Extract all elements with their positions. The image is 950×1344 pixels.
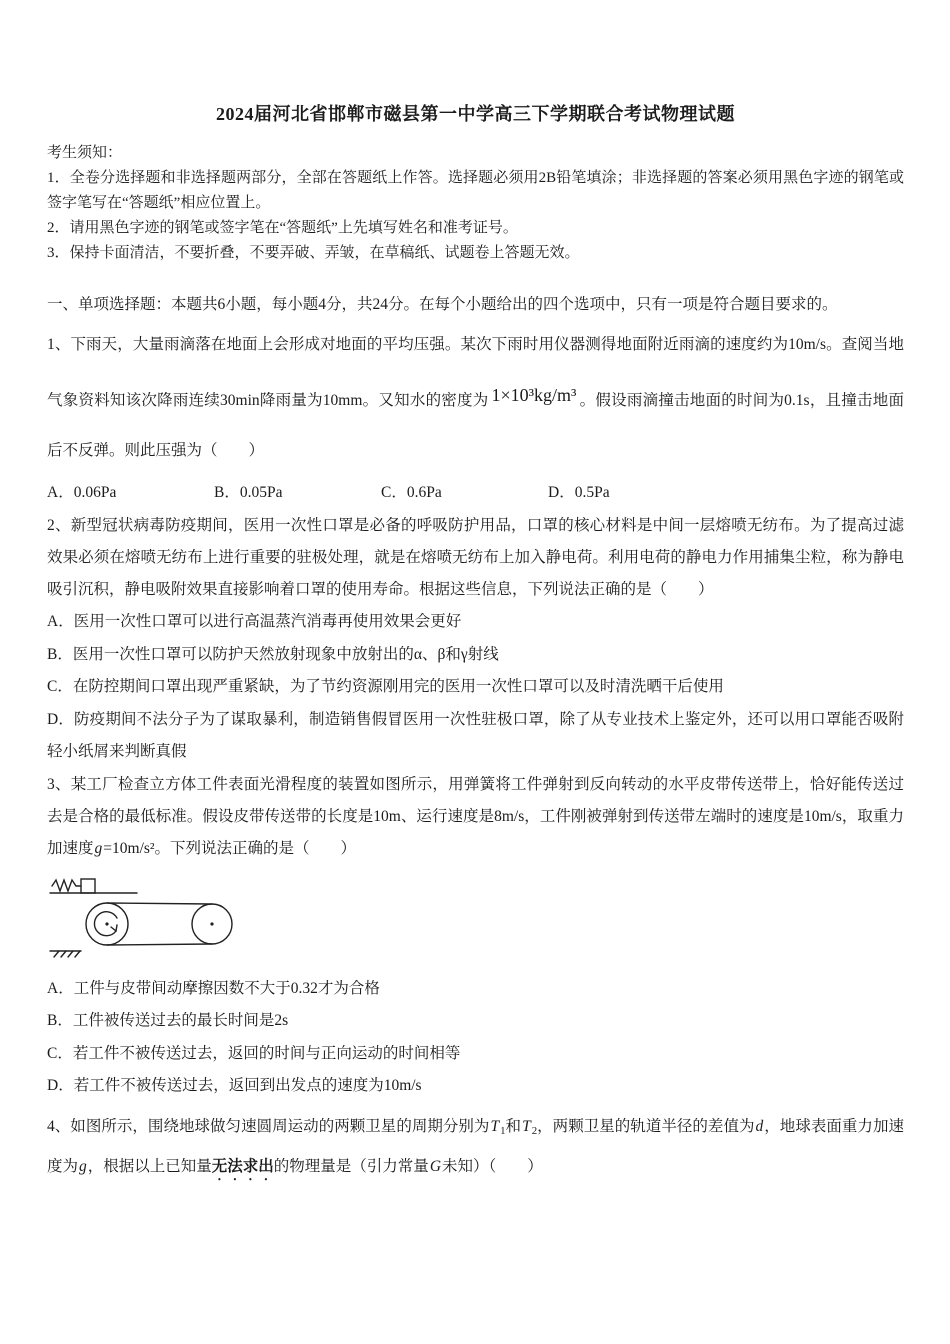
text-part: 。假设雨滴撞击地面的时间为0.1s，且撞击地面后不反弹。则此压强为（ ） bbox=[47, 392, 904, 459]
text-part: 1×10³kg/m³ bbox=[491, 385, 577, 405]
text-part: 3、某工厂检查立方体工件表面光滑程度的装置如图所示，用弹簧将工件弹射到反向转动的水平皮带传送带上，恰好能传送过去是合格的最低标准。假设皮带传送带的长度是10m、运行速度是8m/s，工件刚被弹射到传送带左端时的速度是10m/s，取重力加速度 bbox=[47, 775, 904, 857]
text-part: ，根据以上已知量 bbox=[87, 1157, 212, 1175]
question-1-option-a: A．0.06Pa bbox=[47, 484, 117, 501]
text-part: g bbox=[79, 1157, 87, 1175]
text-part: d bbox=[755, 1117, 764, 1135]
notice-item-1: 1．全卷分选择题和非选择题两部分，全部在答题纸上作答。选择题必须用2B铅笔填涂；非选择题的答案必须用黑色字迹的钢笔或签字笔写在“答题纸”相应位置上。 bbox=[47, 170, 904, 211]
question-3-option-d: D．若工件不被传送过去，返回到出发点的速度为10m/s bbox=[47, 1077, 422, 1094]
conveyor-belt-figure bbox=[47, 875, 257, 959]
text-part: =10m/s²。下列说法正确的是（ ） bbox=[103, 839, 357, 857]
text-part: 无法求出 bbox=[211, 1157, 274, 1175]
question-3-option-a: A．工件与皮带间动摩擦因数不大于0.32才为合格 bbox=[47, 979, 380, 997]
text-part: G bbox=[429, 1157, 442, 1175]
question-2 bbox=[47, 510, 904, 769]
question-3 bbox=[47, 769, 904, 1103]
question-3-stem bbox=[47, 769, 904, 865]
notice-heading: 考生须知： bbox=[47, 145, 123, 161]
question-2-stem: 2、新型冠状病毒防疫期间，医用一次性口罩是必备的呼吸防护用品，口罩的核心材料是中间一层熔喷无纺布。为了提高过滤效果必须在熔喷无纺布上进行重要的驻极处理，就是在熔喷无纺布上加入静电荷。利用电荷的静电力作用捕集尘粒，称为静电吸引沉积，静电吸附效果直接影响着口罩的使用寿命。根据这些信息，下列说法正确的是（ ） bbox=[47, 517, 904, 598]
text-part: 2 bbox=[531, 1124, 538, 1137]
question-1-options bbox=[47, 476, 904, 510]
notice-section bbox=[47, 141, 904, 266]
question-1-stem bbox=[47, 320, 904, 476]
question-1-option-d: D．0.5Pa bbox=[548, 484, 610, 501]
question-3-figure bbox=[47, 875, 904, 959]
question-2-option-c: C．在防控期间口罩出现严重紧缺，为了节约资源刚用完的医用一次性口罩可以及时清洗晒干后使用 bbox=[47, 678, 724, 695]
text-part: g bbox=[94, 839, 103, 857]
text-part: T bbox=[522, 1117, 531, 1135]
text-part: 未知）（ ） bbox=[442, 1157, 543, 1175]
text-part: 4、如图所示，围绕地球做匀速圆周运动的两颗卫星的周期分别为 bbox=[47, 1117, 490, 1135]
text-part: 1 bbox=[500, 1124, 506, 1137]
section-1-heading: 一、单项选择题：本题共6小题，每小题4分，共24分。在每个小题给出的四个选项中，只有一项是符合题目要求的。 bbox=[47, 296, 838, 313]
question-3-option-c: C．若工件不被传送过去，返回的时间与正向运动的时间相等 bbox=[47, 1044, 461, 1062]
question-4 bbox=[47, 1109, 904, 1184]
text-part: ，两颗卫星的轨道半径的差值为 bbox=[537, 1117, 755, 1135]
text-part: T bbox=[490, 1117, 500, 1135]
text-part: 和 bbox=[505, 1117, 522, 1135]
exam-title: 2024届河北省邯郸市磁县第一中学高三下学期联合考试物理试题 bbox=[216, 104, 735, 124]
text-part: ，地球表面重力加速度为 bbox=[47, 1117, 904, 1175]
notice-item-2: 2．请用黑色字迹的钢笔或签字笔在“答题纸”上先填写姓名和准考证号。 bbox=[47, 220, 518, 236]
text-part: 1、下雨天，大量雨滴落在地面上会形成对地面的平均压强。某次下雨时用仪器测得地面附近雨滴的速度约为10m/s。查阅当地气象资料知该次降雨连续30min降雨量为10mm。又知水的密度为 bbox=[47, 336, 904, 409]
question-1-option-c: C．0.6Pa bbox=[381, 484, 442, 501]
notice-item-3: 3．保持卡面清洁，不要折叠，不要弄破、弄皱，在草稿纸、试题卷上答题无效。 bbox=[47, 245, 580, 261]
question-3-option-b: B．工件被传送过去的最长时间是2s bbox=[47, 1012, 289, 1029]
text-part: 的物理量是（引力常量 bbox=[273, 1157, 429, 1175]
question-2-option-b: B．医用一次性口罩可以防护天然放射现象中放射出的α、β和γ射线 bbox=[47, 645, 499, 663]
question-1-option-b: B．0.05Pa bbox=[214, 484, 283, 501]
question-2-option-d: D．防疫期间不法分子为了谋取暴利，制造销售假冒医用一次性驻极口罩，除了从专业技术上鉴定外，还可以用口罩能否吸附轻小纸屑来判断真假 bbox=[47, 710, 904, 760]
question-2-option-a: A．医用一次性口罩可以进行高温蒸汽消毒再使用效果会更好 bbox=[47, 613, 462, 630]
question-1 bbox=[47, 320, 904, 510]
question-4-stem bbox=[47, 1109, 904, 1184]
